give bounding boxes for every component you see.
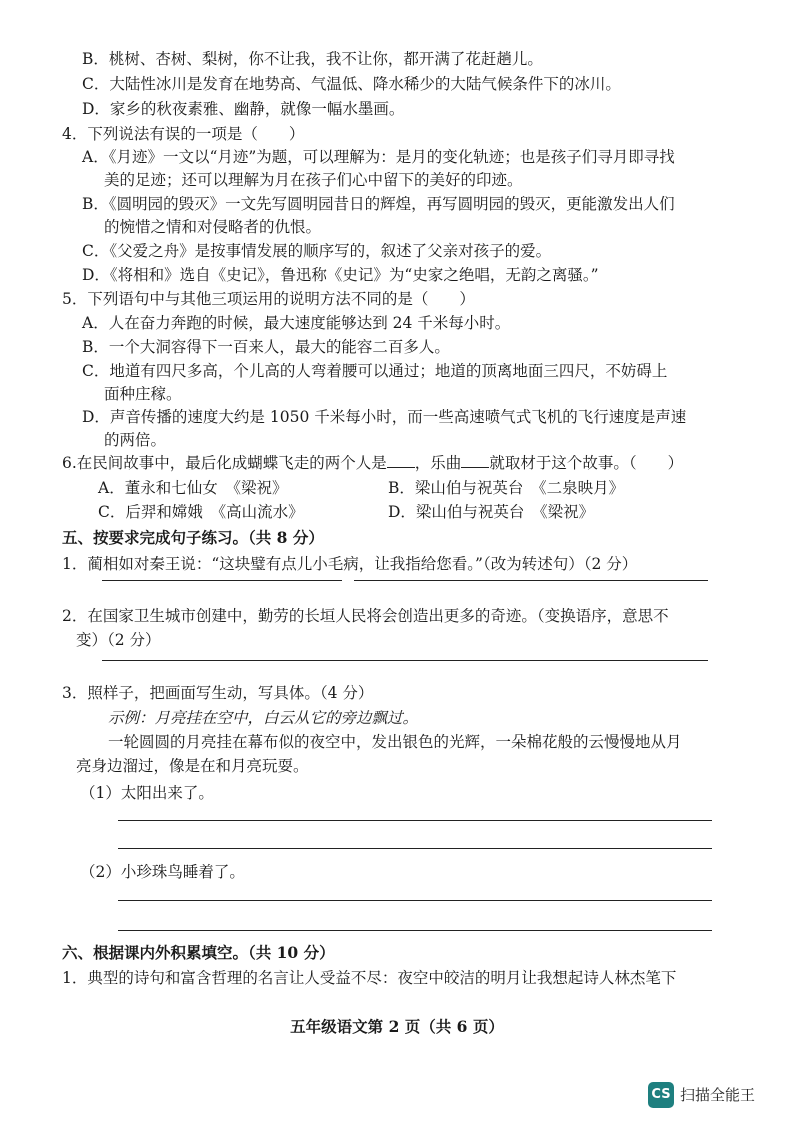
q6-option-b: B．梁山伯与祝英台 《二泉映月》 xyxy=(388,479,625,497)
section5-q3-model-line1: 一轮圆圆的月亮挂在幕布似的夜空中，发出银色的光辉，一朵棉花般的云慢慢地从月 xyxy=(108,733,682,751)
answer-line-q1a[interactable] xyxy=(102,580,342,581)
section5-q2-line1: 2．在国家卫生城市创建中，勤劳的长垣人民将会创造出更多的奇迹。（变换语序，意思不 xyxy=(62,607,669,625)
answer-line-sub1a[interactable] xyxy=(118,820,712,821)
q6-option-c: C．后羿和嫦娥 《高山流水》 xyxy=(98,503,304,521)
section5-q3-sub2: （2）小珍珠鸟睡着了。 xyxy=(80,863,245,881)
q4-option-a-line2: 美的足迹；还可以理解为月在孩子们心中留下的美好的印迹。 xyxy=(104,171,523,189)
answer-line-q2[interactable] xyxy=(102,660,708,661)
section5-q3-sub1: （1）太阳出来了。 xyxy=(80,784,214,802)
q6-blank-2[interactable] xyxy=(461,453,489,468)
camscanner-logo-icon: CS xyxy=(648,1082,674,1108)
q6-option-d: D．梁山伯与祝英台 《梁祝》 xyxy=(388,503,595,521)
q5-option-b: B．一个大洞容得下一百来人，最大的能容二百多人。 xyxy=(82,338,450,356)
section5-heading: 五、按要求完成句子练习。（共 8 分） xyxy=(62,528,324,547)
page-footer: 五年级语文第 2 页（共 6 页） xyxy=(290,1017,504,1036)
q3-option-c: C．大陆性冰川是发育在地势高、气温低、降水稀少的大陆气候条件下的冰川。 xyxy=(82,75,621,93)
answer-line-sub2b[interactable] xyxy=(118,930,712,931)
q6-stem-part3: 就取材于这个故事。（ ） xyxy=(489,454,684,472)
q5-option-c-line2: 面种庄稼。 xyxy=(104,385,182,403)
q4-option-a-line1: A．《月迹》一文以“月迹”为题，可以理解为：是月的变化轨迹；也是孩子们寻月即寻找 xyxy=(82,148,675,166)
q6-stem xyxy=(62,452,683,474)
section5-q3: 3．照样子，把画面写生动，写具体。（4 分） xyxy=(62,684,374,702)
q4-option-c: C．《父爱之舟》是按事情发展的顺序写的，叙述了父亲对孩子的爱。 xyxy=(82,242,552,260)
q6-stem-part1: 6.在民间故事中，最后化成蝴蝶飞走的两个人是 xyxy=(62,454,387,472)
q6-blank-1[interactable] xyxy=(387,453,415,468)
q3-option-d: D．家乡的秋夜素雅、幽静，就像一幅水墨画。 xyxy=(82,100,405,118)
answer-line-sub2a[interactable] xyxy=(118,900,712,901)
q4-option-b-line2: 的惋惜之情和对侵略者的仇恨。 xyxy=(104,218,322,236)
camscanner-watermark-text: 扫描全能王 xyxy=(680,1086,756,1104)
q4-option-d: D．《将相和》选自《史记》，鲁迅称《史记》为“史家之绝唱，无韵之离骚。” xyxy=(82,266,599,284)
answer-line-sub1b[interactable] xyxy=(118,848,712,849)
q6-stem-part2: ，乐曲 xyxy=(414,454,462,472)
section5-q1: 1．蔺相如对秦王说：“这块璧有点儿小毛病，让我指给您看。”（改为转述句）（2 分） xyxy=(62,555,638,573)
section5-q3-model-line2: 亮身边溜过，像是在和月亮玩耍。 xyxy=(76,757,309,775)
q5-option-d-line2: 的两倍。 xyxy=(104,431,167,449)
q4-stem: 4．下列说法有误的一项是（ ） xyxy=(62,125,305,143)
q5-option-c-line1: C．地道有四尺多高，个儿高的人弯着腰可以通过；地道的顶离地面三四尺，不妨碍上 xyxy=(82,362,668,380)
q5-option-a: A．人在奋力奔跑的时候，最大速度能够达到 24 千米每小时。 xyxy=(82,314,511,332)
section5-q2-line2: 变）（2 分） xyxy=(76,631,161,649)
section6-heading: 六、根据课内外积累填空。（共 10 分） xyxy=(62,943,335,962)
section6-q1: 1．典型的诗句和富含哲理的名言让人受益不尽：夜空中皎洁的明月让我想起诗人林杰笔下 xyxy=(62,969,677,987)
answer-line-q1b[interactable] xyxy=(354,580,708,581)
q5-option-d-line1: D．声音传播的速度大约是 1050 千米每小时，而一些高速喷气式飞机的飞行速度是声速 xyxy=(82,408,687,426)
q4-option-b-line1: B．《圆明园的毁灭》一文先写圆明园昔日的辉煌，再写圆明园的毁灭，更能激发出人们 xyxy=(82,195,675,213)
q6-option-a: A．董永和七仙女 《梁祝》 xyxy=(98,479,288,497)
q3-option-b: B．桃树、杏树、梨树，你不让我，我不让你，都开满了花赶趟儿。 xyxy=(82,50,543,68)
q5-stem: 5．下列语句中与其他三项运用的说明方法不同的是（ ） xyxy=(62,290,475,308)
section5-q3-example: 示例：月亮挂在空中，白云从它的旁边飘过。 xyxy=(108,709,419,727)
